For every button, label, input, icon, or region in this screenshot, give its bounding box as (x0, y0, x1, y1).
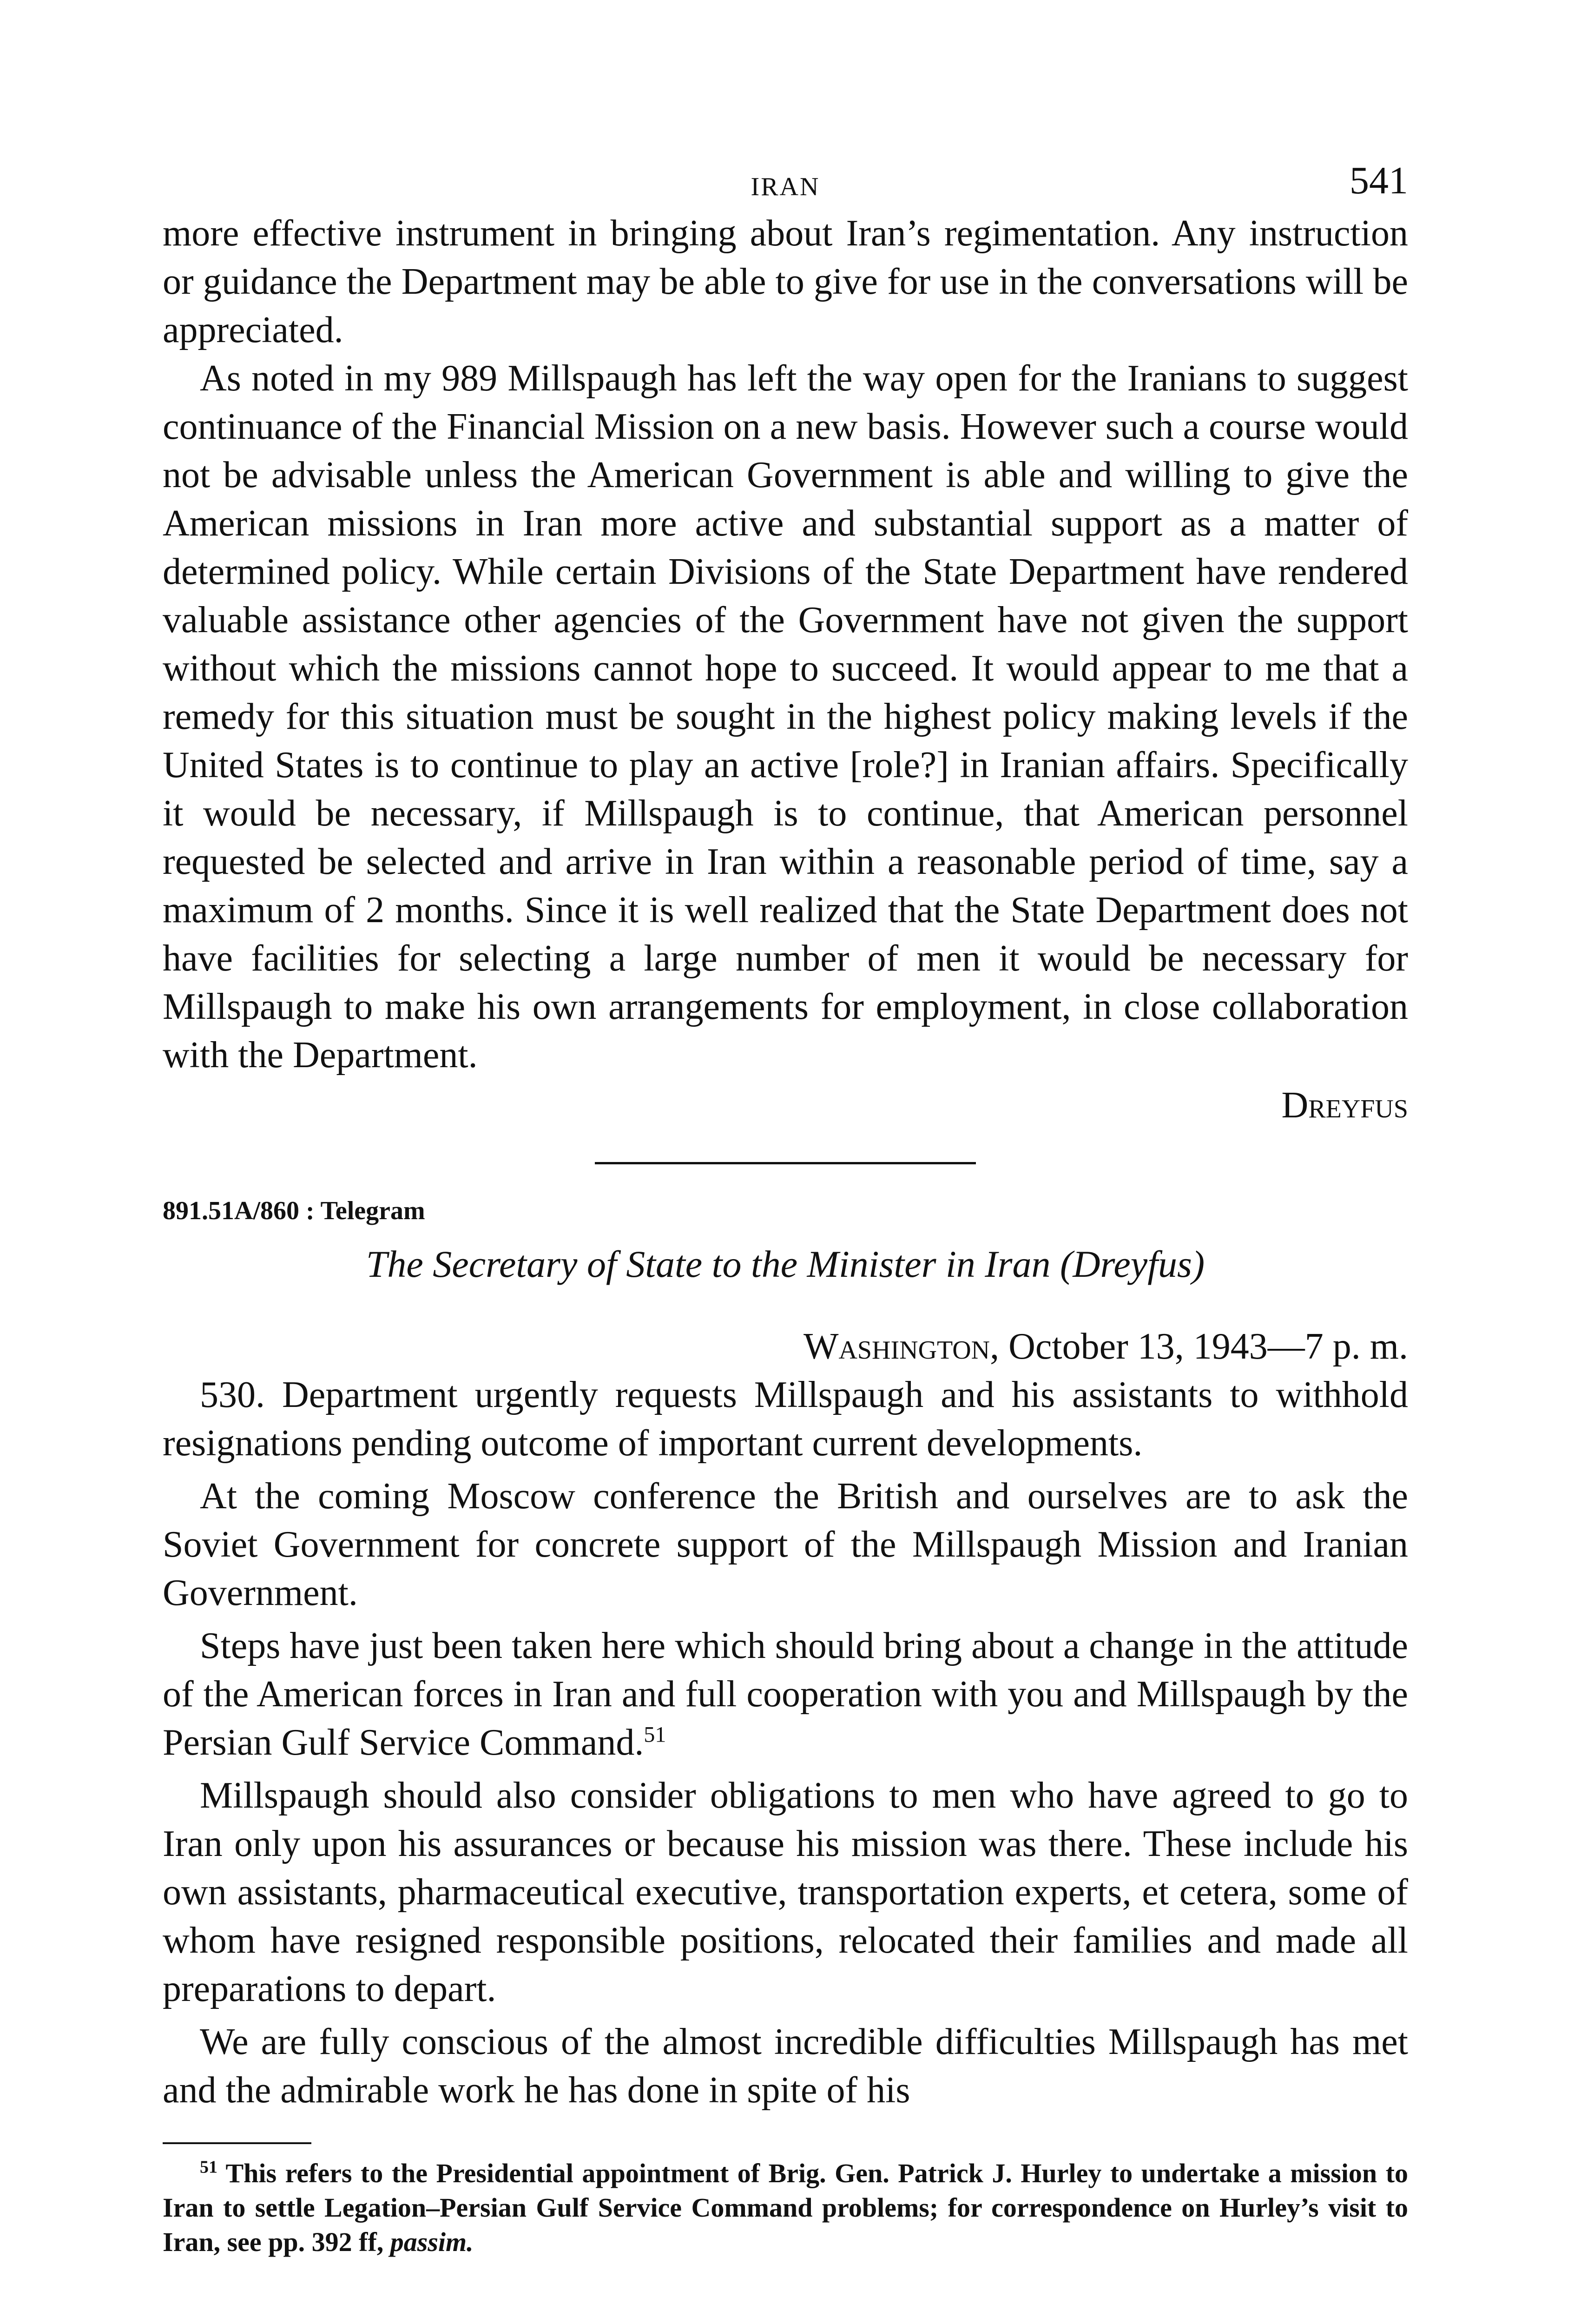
footnote-passim: passim. (390, 2227, 474, 2257)
document-heading: The Secretary of State to the Minister in Iran (Dreyfus) (366, 1243, 1205, 1285)
footnote-rule (163, 2142, 311, 2144)
paragraph-difficulties: We are fully conscious of the almost incredible difficulties Millspaugh has met and the admirable work he has done in spite of his (163, 2021, 1408, 2111)
footnote-51 (163, 2156, 1408, 2259)
running-title: IRAN (751, 172, 820, 201)
paragraph-steps-text: Steps have just been taken here which should bring about a change in the attitude of the American forces in Iran and full cooperation with you and Millspaugh by the Persian Gulf Service Command. (163, 1625, 1408, 1763)
file-reference: 891.51A/860 : Telegram (163, 1196, 425, 1225)
dateline (163, 1322, 1408, 1371)
paragraph-millspaugh-mission: As noted in my 989 Millspaugh has left the way open for the Iranians to suggest continuance of the Financial Mission on a new basis. However such a course would not be advisable unless the American Government is able and willing to give the American missions in Iran more active and substantial support as a matter of determined policy. While certain Divisions of the State Department have rendered valuable assistance other agencies of the Government have not given the support without which the missions cannot hope to succeed. It would appear to me that a remedy for this situation must be sought in the highest policy making levels if the United States is to continue to play an active [role?] in Iranian affairs. Specifically it would be necessary, if Millspaugh is to continue, that American personnel requested be selected and arrive in Iran within a reasonable period of time, say a maximum of 2 months. Since it is well realized that the State Department does not have facilities for selecting a large number of men it would be necessary for Millspaugh to make his own arrangements for employment, in close collaboration with the Department. (163, 358, 1408, 1076)
section-divider (595, 1162, 976, 1164)
dateline-date: , October 13, 1943—7 p. m. (990, 1326, 1408, 1367)
footnote-marker: 51 (200, 2157, 217, 2177)
paragraph-530: 530. Department urgently requests Millspaugh and his assistants to withhold resignations pending outcome of important current developments. (163, 1374, 1408, 1464)
footnote-text: This refers to the Presidential appointment of Brig. Gen. Patrick J. Hurley to undertake a mission to Iran to settle Legation–Persian Gulf Service Command problems; for correspondence on Hurley’s visit to Iran, see pp. 392 ff, (163, 2158, 1409, 2257)
signature: Dreyfus (1281, 1085, 1408, 1126)
running-head (163, 158, 1408, 209)
footnote-reference: 51 (644, 1722, 666, 1747)
paragraph-steps-taken (163, 1622, 1408, 1767)
paragraph-obligations: Millspaugh should also consider obligations to men who have agreed to go to Iran only upon his assurances or because his mission was there. These include his own assistants, pharmaceutical executive, transportation experts, et cetera, some of whom have resigned responsible positions, relocated their families and made all preparations to depart. (163, 1775, 1408, 2009)
paragraph-continuation: more effective instrument in bringing about Iran’s regimentation. Any instruction or guidance the Department may be able to give for use in the conversations will be appreciated. (163, 213, 1408, 350)
page-number: 541 (1350, 159, 1408, 202)
paragraph-moscow-conference: At the coming Moscow conference the British and ourselves are to ask the Soviet Government for concrete support of the Millspaugh Mission and Iranian Government. (163, 1476, 1408, 1613)
dateline-place: Washington (803, 1326, 990, 1367)
page (163, 158, 1408, 2259)
